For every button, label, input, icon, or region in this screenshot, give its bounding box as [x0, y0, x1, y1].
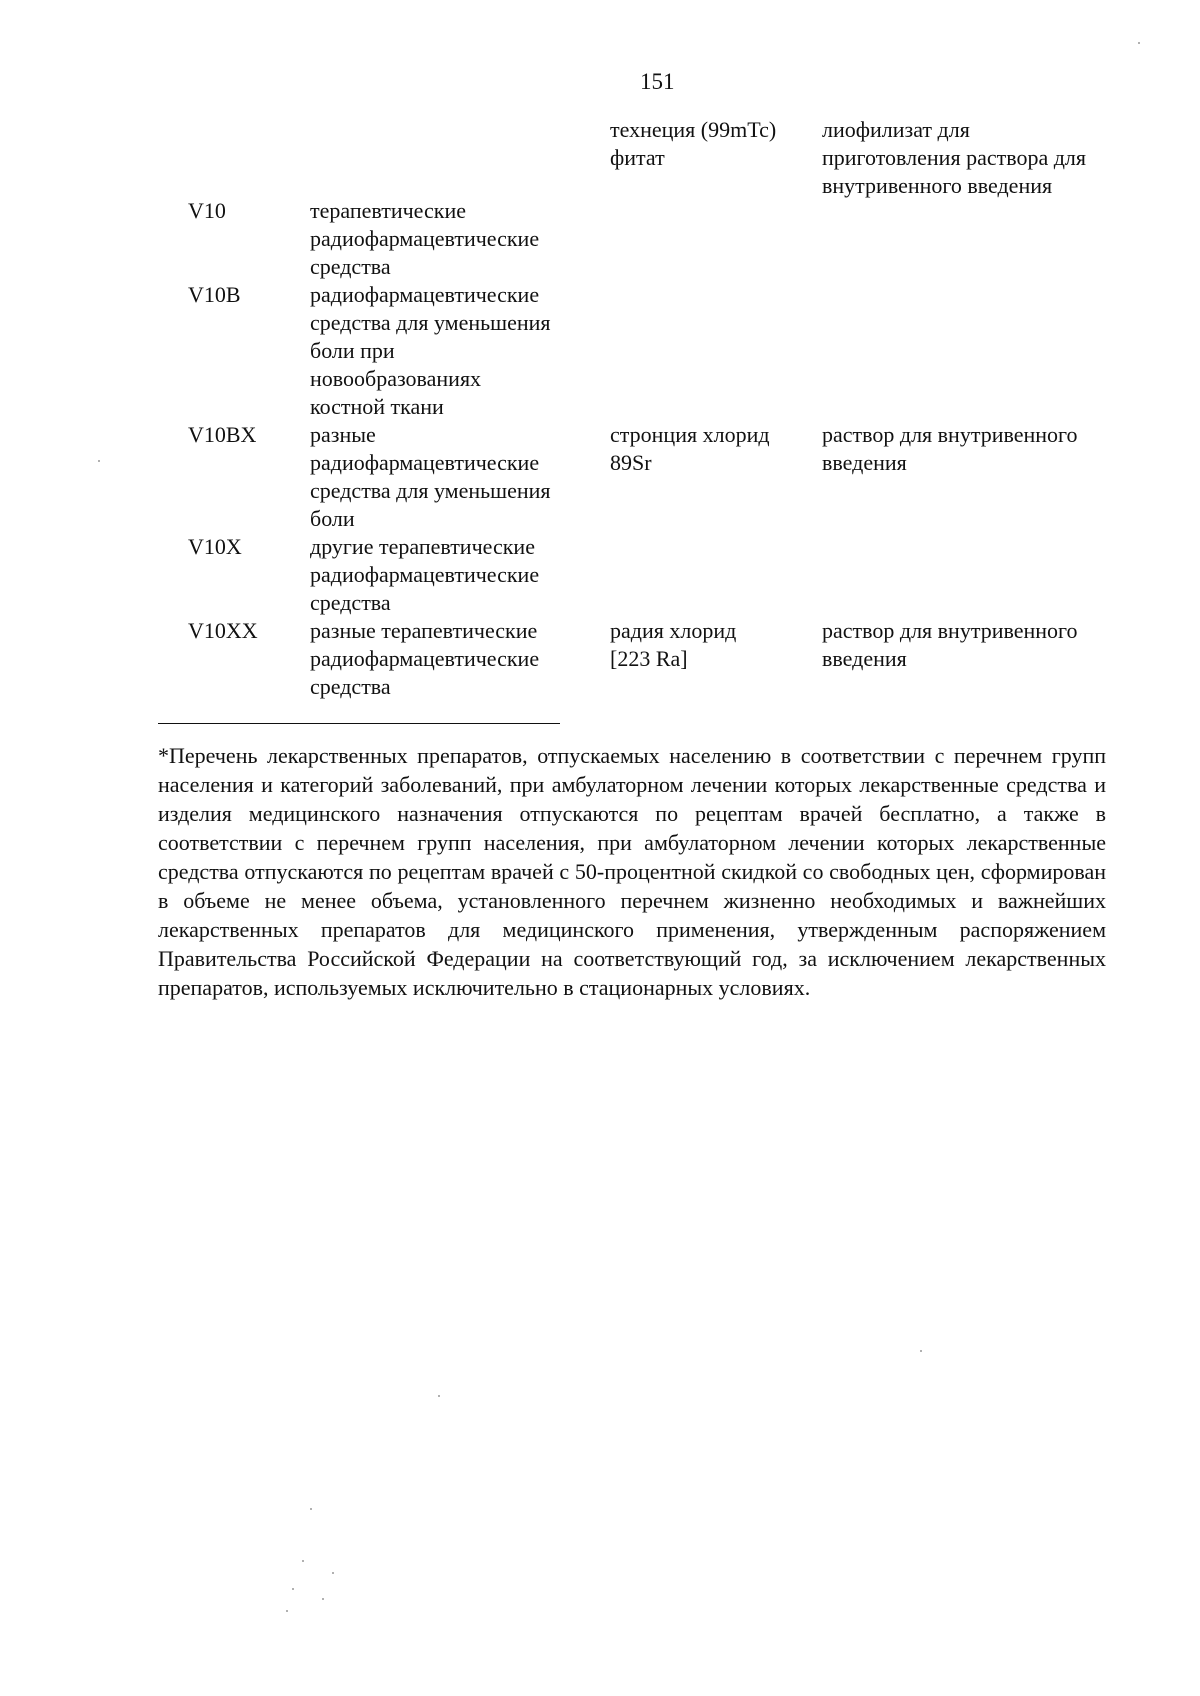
scan-speck — [322, 1598, 324, 1600]
scan-speck — [286, 1610, 288, 1612]
atc-code: V10B — [188, 282, 241, 307]
group-name: другие терапевтические радиофармацевтические средства — [310, 534, 540, 615]
group-name: разные терапевтические радиофармацевтические средства — [310, 618, 540, 699]
dosage-form: раствор для внутривенного введения — [822, 618, 1078, 671]
drug-name: радия хлорид [223 Ra] — [610, 618, 737, 671]
atc-code: V10X — [188, 534, 242, 559]
atc-code: V10XX — [188, 618, 258, 643]
scan-speck — [438, 1395, 440, 1397]
scan-speck — [310, 1508, 312, 1510]
group-name: радиофармацевтические средства для уменьшения боли при новообразованиях костной ткани — [310, 282, 551, 419]
scan-speck — [332, 1572, 334, 1574]
atc-code: V10 — [188, 198, 226, 223]
scan-speck — [98, 460, 100, 462]
group-name: терапевтические радиофармацевтические средства — [310, 198, 540, 279]
dosage-form: лиофилизат для приготовления раствора для внутривенного введения — [822, 117, 1086, 198]
scan-speck — [1138, 42, 1140, 44]
drug-name: технеция (99mTc) фитат — [610, 117, 777, 170]
scan-speck — [920, 1350, 922, 1352]
footnote-divider — [158, 723, 560, 724]
scan-speck — [302, 1560, 304, 1562]
footnote-text: *Перечень лекарственных препаратов, отпускаемых населению в соответствии с перечнем групп населения и категорий заболеваний, при амбулаторном лечении которых лекарственные средства и изделия медицинского назначения отпускаются по рецептам врачей бесплатно, а также в соответствии с перечнем групп населения, при амбулаторном лечении которых лекарственные средства отпускаются по рецептам врачей с 50-процентной скидкой со свободных цен, сформирован в объеме не менее объема, установленного перечнем жизненно необходимых и важнейших лекарственных препаратов для медицинского применения, утвержденным распоряжением Правительства Российской Федерации на соответствующий год, за исключением лекарственных препаратов, используемых исключительно в стационарных условиях. — [158, 743, 1106, 1000]
page-number: 151 — [640, 69, 675, 94]
group-name: разные радиофармацевтические средства для уменьшения боли — [310, 422, 551, 531]
scan-speck — [292, 1588, 294, 1590]
drug-name: стронция хлорид 89Sr — [610, 422, 770, 475]
atc-code: V10BX — [188, 422, 257, 447]
dosage-form: раствор для внутривенного введения — [822, 422, 1078, 475]
